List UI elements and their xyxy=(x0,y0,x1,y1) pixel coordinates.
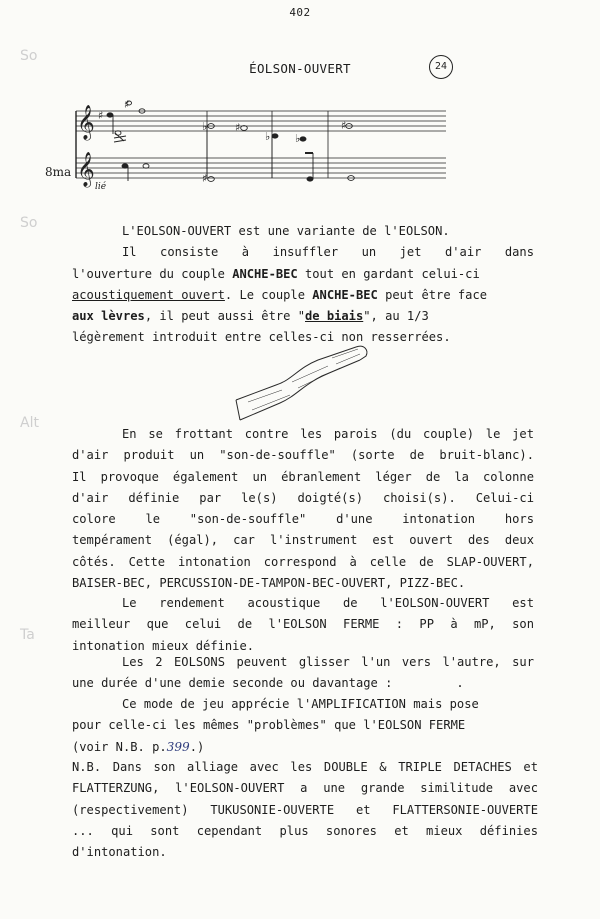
text-line: une durée d'une demie seconde ou davantage : . xyxy=(72,676,464,691)
text-line: Les 2 EOLSONS peuvent glisser l'un vers l'autre, sur xyxy=(122,655,534,669)
text-line: l'ouverture du couple ANCHE-BEC tout en gardant celui-ci xyxy=(72,266,480,281)
paragraph-description xyxy=(72,424,534,594)
text-line: légèrement introduit entre celles-ci non resserrées. xyxy=(72,330,451,345)
text-line: aux lèvres, il peut aussi être "de biais", au 1/3 xyxy=(72,309,429,324)
text-line: Ce mode de jeu apprécie l'AMPLIFICATION mais pose xyxy=(122,697,479,711)
svg-text:♯: ♯ xyxy=(124,98,130,111)
text-line: pour celle-ci les mêmes "problèmes" que l'EOLSON FERME xyxy=(72,718,466,733)
svg-text:♯: ♯ xyxy=(341,119,347,132)
text-line: intonation mieux définie. xyxy=(72,638,255,653)
paragraph-glide xyxy=(72,652,534,695)
text-line: (voir N.B. p.399.) xyxy=(72,739,205,754)
text-line: meilleur que celui de l'EOLSON FERME : PP à mP, son xyxy=(72,617,534,632)
ottava-label: 8ma xyxy=(45,165,72,179)
text-line: Le rendement acoustique de l'EOLSON-OUVERT est xyxy=(122,596,534,610)
slur-label: lié xyxy=(95,182,107,192)
svg-text:♭: ♭ xyxy=(295,132,301,145)
paragraph-intro xyxy=(72,221,534,349)
paragraph-performance xyxy=(72,593,534,657)
svg-text:𝄞: 𝄞 xyxy=(77,152,95,187)
text-line: d'air définie par le(s) doigté(s) choisi(s). Celui-ci xyxy=(72,490,534,505)
svg-text:♯: ♯ xyxy=(202,172,208,185)
text-line: d'intonation. xyxy=(72,845,167,860)
bleed-through-text: So xyxy=(20,215,38,231)
text-line: colore le "son-de-souffle" d'une intonation hors xyxy=(72,512,534,527)
text-line: ... qui sont cependant plus sonores et mieux définies xyxy=(72,823,538,838)
svg-text:♭: ♭ xyxy=(265,130,271,143)
text-line: Il consiste à insuffler un jet d'air dans xyxy=(122,245,534,260)
text-line: FLATTERZUNG, l'EOLSON-OUVERT a une grande similitude avec xyxy=(72,781,538,796)
section-title: ÉOLSON-OUVERT xyxy=(249,61,351,76)
paragraph-note xyxy=(72,757,538,863)
svg-text:𝄞: 𝄞 xyxy=(77,105,95,140)
text-line: d'air produit un "son-de-souffle" (sorte de bruit-blanc). xyxy=(72,448,534,463)
svg-text:♯: ♯ xyxy=(98,109,104,122)
text-line: tempérament (égal), car l'instrument est ouvert des deux xyxy=(72,533,534,548)
text-line: BAISER-BEC, PERCUSSION-DE-TAMPON-BEC-OUVERT, PIZZ-BEC. xyxy=(72,576,466,591)
text-line: acoustiquement ouvert. Le couple ANCHE-BEC peut être face xyxy=(72,287,488,302)
svg-text:♯: ♯ xyxy=(235,121,241,134)
circled-number: 24 xyxy=(429,55,453,79)
paragraph-amplification xyxy=(72,694,534,758)
bleed-through-text: So xyxy=(20,48,38,64)
text-line: L'EOLSON-OUVERT est une variante de l'EOLSON. xyxy=(122,224,450,238)
bleed-through-text: Ta xyxy=(20,627,35,643)
text-line: N.B. Dans son alliage avec les DOUBLE & TRIPLE DETACHES et xyxy=(72,760,538,774)
page-number: 402 xyxy=(289,6,311,19)
text-line: En se frottant contre les parois (du couple) le jet xyxy=(122,427,534,441)
bleed-through-text: Alt xyxy=(20,415,39,431)
mouthpiece-sketch-image xyxy=(232,340,372,426)
svg-text:♭: ♭ xyxy=(202,120,208,133)
handwritten-page-ref: 399 xyxy=(166,739,190,754)
text-line: côtés. Cette intonation correspond à celle de SLAP-OUVERT, xyxy=(72,554,534,569)
text-line: Il provoque également un ébranlement léger de la colonne xyxy=(72,469,534,484)
text-line: (respectivement) TUKUSONIE-OUVERTE et FLATTERSONIE-OUVERTE xyxy=(72,802,538,817)
music-notation xyxy=(66,96,446,196)
